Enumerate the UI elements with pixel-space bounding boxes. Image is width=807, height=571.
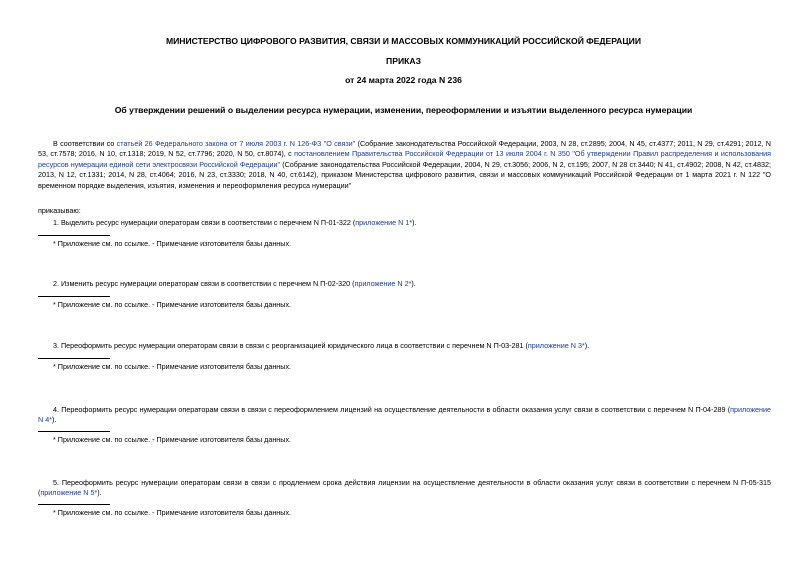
footnote: * Приложение см. по ссылке. - Примечание изготовителя базы данных. xyxy=(53,300,292,309)
footnote: * Приложение см. по ссылке. - Примечание изготовителя базы данных. xyxy=(53,435,292,444)
footnote-divider xyxy=(38,235,110,236)
law-link[interactable]: статьей 26 Федерального закона от 7 июля 2003 г. N 126-ФЗ "О связи" xyxy=(116,139,356,148)
date-number: от 24 марта 2022 года N 236 xyxy=(345,75,462,85)
footnote-divider xyxy=(38,431,110,432)
decree-link[interactable]: постановлением Правительства Российской Федерации от 13 июля 2004 г. N 350 "Об утверждении Правил распределения и использования ресурсов нумерации единой сети электросвязи Российской Федерации" xyxy=(38,149,771,169)
doc-type: ПРИКАЗ xyxy=(386,56,421,66)
list-item: 3. Переоформить ресурс нумерации операторам связи в связи с реорганизацией юридического лица в соответствии с перечнем N П-03-281 (приложение N 3*). xyxy=(53,341,590,350)
footnote: * Приложение см. по ссылке. - Примечание изготовителя базы данных. xyxy=(53,508,292,517)
appendix-2-link[interactable]: приложение N 2* xyxy=(354,279,412,288)
ministry-title: МИНИСТЕРСТВО ЦИФРОВОГО РАЗВИТИЯ, СВЯЗИ И МАССОВЫХ КОММУНИКАЦИЙ РОССИЙСКОЙ ФЕДЕРАЦИИ xyxy=(165,36,642,46)
footnote-divider xyxy=(38,358,110,359)
list-item: 1. Выделить ресурс нумерации операторам связи в соответствии с перечнем N П-01-322 (приложение N 1*). xyxy=(53,218,417,227)
appendix-3-link[interactable]: приложение N 3* xyxy=(527,341,585,350)
list-item: 2. Изменить ресурс нумерации операторам связи в соответствии с перечнем N П-02-320 (приложение N 2*). xyxy=(53,279,416,288)
footnote-divider xyxy=(38,504,110,505)
appendix-5-link[interactable]: приложение N 5* xyxy=(40,488,98,498)
order-word: приказываю: xyxy=(38,206,81,215)
appendix-4-link[interactable]: приложение N 4* xyxy=(38,405,771,425)
preamble: В соответствии со статьей 26 Федерального закона от 7 июля 2003 г. N 126-ФЗ "О связи" (Собрание законодательства Российской Федерации, 2003, N 28, ст.2895; 2004, N 45, ст.4377; 2011, N 29, ст.4291; 2012, N 53, ст.7578; 2016, N 10, ст.1318; 2019, N 52, ст.7796; 2020, N 50, ст.8074), с постановлением Правительства Российской Федерации от 13 июля 2004 г. N 350 "Об утверждении Правил распределения и использования ресурсов нумерации единой сети электросвязи Российской Федерации" (Собрание законодательства Российской Федерации, 2004, N 29, ст.3056; 2006, N 2, ст.195; 2007, N 28 ст.3440; N 41, ст.4902; 2008, N 42, ст.4832; 2013, N 12, ст.1331; 2014, N 28, ст.4064; 2016, N 23, ст.3330; 2018, N 40, ст.6142), приказом Министерства цифрового развития, связи и массовых коммуникаций Российской Федерации от 1 марта 2021 г. N 122 "О временном порядке выделения, изъятия, изменения и переоформления ресурса нумерации" xyxy=(38,139,771,190)
list-item: 5. Переоформить ресурс нумерации операторам связи в связи с продлением срока действия лицензии на осуществление деятельности в области оказания услуг связи в соответствии с перечнем N П-05-315 (приложение N 5*). xyxy=(38,478,771,498)
footnote-divider xyxy=(38,296,110,297)
appendix-1-link[interactable]: приложение N 1* xyxy=(355,218,413,227)
document-subject: Об утверждении решений о выделении ресурса нумерации, изменении, переоформлении и изъятии выделенного ресурса нумерации xyxy=(114,105,693,115)
footnote: * Приложение см. по ссылке. - Примечание изготовителя базы данных. xyxy=(53,239,292,248)
list-item: 4. Переоформить ресурс нумерации операторам связи в связи с переоформлением лицензий на осуществление деятельности в области оказания услуг связи в соответствии с перечнем N П-04-289 (приложение N 4*). xyxy=(38,405,771,425)
footnote: * Приложение см. по ссылке. - Примечание изготовителя базы данных. xyxy=(53,362,292,371)
